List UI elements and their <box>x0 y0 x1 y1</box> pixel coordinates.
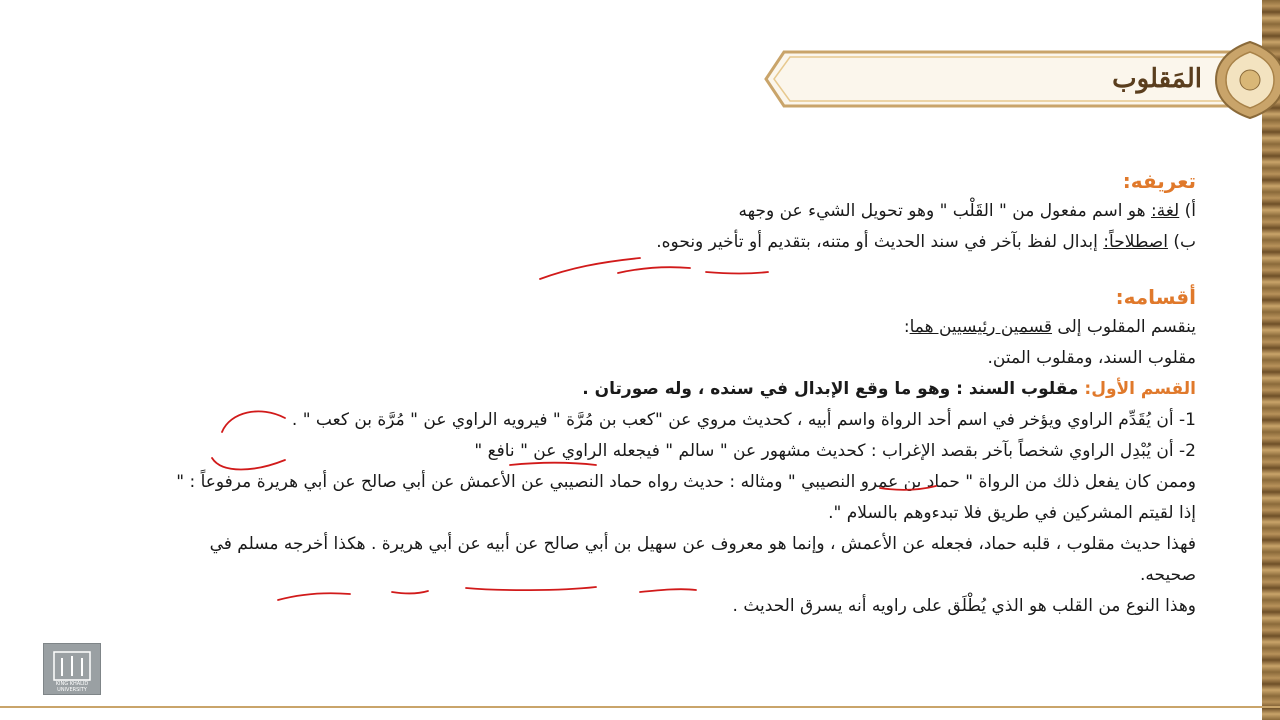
term-prefix: ب) <box>1167 232 1196 252</box>
divisions-heading: أقسامه: <box>1115 285 1196 309</box>
university-logo <box>43 643 101 695</box>
definition-term <box>160 227 1196 258</box>
term-text: إبدال لفظ بآخر في سند الحديث أو متنه، بتقديم أو تأخير ونحوه. <box>656 232 1104 252</box>
example-one: وممن كان يفعل ذلك من الرواة " حماد بن عمرو النصيبي " ومثاله : حديث رواه حماد النصيبي عن الأعمش عن أبي صالح عن أبي هريرة مرفوعاً : " إذا لقيتم المشركين في طريق فلا تبدءوهم بالسلام ". <box>176 472 1196 523</box>
two-types: مقلوب السند، ومقلوب المتن. <box>987 348 1196 368</box>
definition-language <box>160 196 1196 227</box>
first-section-text: مقلوب السند : وهو ما وقع الإبدال في سنده ، وله صورتان . <box>582 379 1085 399</box>
page-title: المَقلوب <box>1112 64 1202 94</box>
ornament-medallion <box>1214 40 1280 120</box>
intro-c: : <box>903 317 910 337</box>
logo-emblem <box>44 644 100 686</box>
intro-a: ينقسم المقلوب إلى <box>1052 317 1196 337</box>
bottom-divider <box>0 706 1280 708</box>
lang-prefix: أ) <box>1179 201 1196 221</box>
lang-text: هو اسم مفعول من " القَلْب " وهو تحويل الشيء عن وجهه <box>738 201 1151 221</box>
closing-note: وهذا النوع من القلب هو الذي يُطْلَق على راويه أنه يسرق الحديث . <box>732 596 1196 616</box>
term-label: اصطلاحاً: <box>1103 232 1168 252</box>
first-section-label: القسم الأول: <box>1084 379 1196 399</box>
title-banner <box>762 48 1262 110</box>
first-section <box>160 374 1196 405</box>
lang-label: لغة: <box>1151 201 1180 221</box>
item-one: 1- أن يُقَدِّم الراوي ويؤخر في اسم أحد الرواة واسم أبيه ، كحديث مروي عن "كعب بن مُرَّة " فيرويه الراوي عن " مُرَّة بن كعب " . <box>291 410 1196 430</box>
logo-caption: KING KHALID UNIVERSITY <box>55 681 89 693</box>
item-two: 2- أن يُبْدِل الراوي شخصاً بآخر بقصد الإغراب : كحديث مشهور عن " سالم " فيجعله الراوي عن " نافع " <box>474 441 1196 461</box>
lesson-content <box>160 166 1196 622</box>
divisions-intro <box>160 312 1196 343</box>
intro-b: قسمين رئيسيين هما <box>909 317 1053 337</box>
example-two: فهذا حديث مقلوب ، قلبه حماد، فجعله عن الأعمش ، وإنما هو معروف عن سهيل بن أبي صالح عن أبيه عن أبي هريرة . هكذا أخرجه مسلم في صحيحه. <box>209 534 1196 585</box>
definition-heading: تعريفه: <box>1122 169 1196 193</box>
